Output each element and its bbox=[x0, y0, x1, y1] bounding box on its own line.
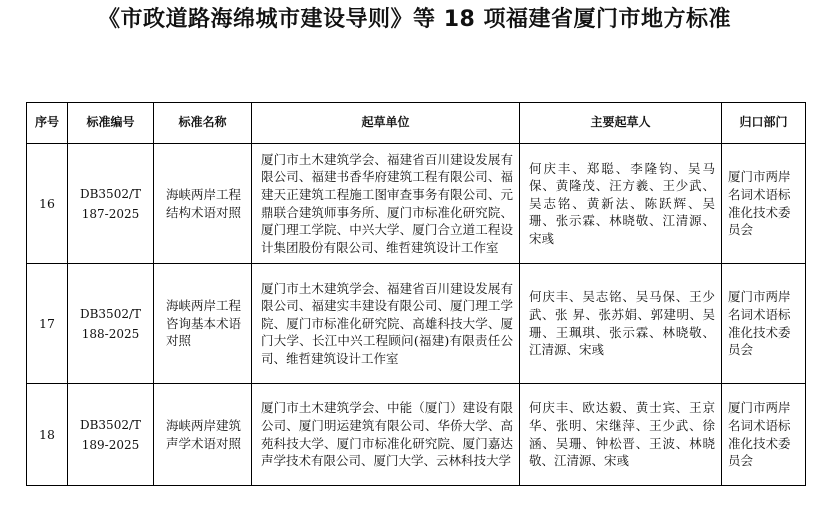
header-units: 起草单位 bbox=[252, 103, 520, 144]
row-no: 16 bbox=[27, 144, 68, 264]
table-row bbox=[27, 264, 806, 384]
row-name: 海峡两岸工程结构术语对照 bbox=[154, 144, 252, 264]
standards-table bbox=[26, 102, 806, 486]
row-drafters: 何庆丰、吴志铭、吴马保、王少武、张 昇、张苏娟、郭建明、吴珊、王珮琪、张示霖、林晓敬、江清源、宋彧 bbox=[520, 264, 722, 384]
row-no: 18 bbox=[27, 384, 68, 486]
row-dept: 厦门市两岸名词术语标准化技术委员会 bbox=[722, 144, 806, 264]
table-header-row bbox=[27, 103, 806, 144]
row-name: 海峡两岸工程咨询基本术语对照 bbox=[154, 264, 252, 384]
row-code: DB3502/T 188-2025 bbox=[68, 264, 154, 384]
header-code: 标准编号 bbox=[68, 103, 154, 144]
row-units: 厦门市土木建筑学会、中能（厦门）建设有限公司、厦门明运建筑有限公司、华侨大学、高苑科技大学、厦门市标准化研究院、厦门嘉达声学技术有限公司、厦门大学、云林科技大学 bbox=[252, 384, 520, 486]
header-drafters: 主要起草人 bbox=[520, 103, 722, 144]
row-drafters: 何庆丰、郑聪、李隆钧、吴马保、黄隆茂、汪方羲、王少武、吴志铭、黄新法、陈跃辉、吴珊、张示霖、林晓敬、江清源、宋彧 bbox=[520, 144, 722, 264]
row-drafters: 何庆丰、欧达毅、黄士宾、王京华、张明、宋继萍、王少武、徐涵、吴珊、钟松晋、王波、林晓敬、江清源、宋彧 bbox=[520, 384, 722, 486]
header-no: 序号 bbox=[27, 103, 68, 144]
table-row bbox=[27, 384, 806, 486]
header-dept: 归口部门 bbox=[722, 103, 806, 144]
row-dept: 厦门市两岸名词术语标准化技术委员会 bbox=[722, 384, 806, 486]
row-units: 厦门市土木建筑学会、福建省百川建设发展有限公司、福建实丰建设有限公司、厦门理工学院、厦门市标准化研究院、高雄科技大学、厦门大学、长江中兴工程顾问(福建)有限责任公司、维哲建筑设计工作室 bbox=[252, 264, 520, 384]
row-units: 厦门市土木建筑学会、福建省百川建设发展有限公司、福建书香华府建筑工程有限公司、福建天正建筑工程施工图审查事务有限公司、元鼎联合建筑师事务所、厦门市标准化研究院、厦门理工学院、中兴大学、厦门合立道工程设计集团股份有限公司、维哲建筑设计工作室 bbox=[252, 144, 520, 264]
page-title: 《市政道路海绵城市建设导则》等 18 项福建省厦门市地方标准 bbox=[98, 7, 731, 32]
header-name: 标准名称 bbox=[154, 103, 252, 144]
row-name: 海峡两岸建筑声学术语对照 bbox=[154, 384, 252, 486]
table-row bbox=[27, 144, 806, 264]
row-dept: 厦门市两岸名词术语标准化技术委员会 bbox=[722, 264, 806, 384]
row-code: DB3502/T 187-2025 bbox=[68, 144, 154, 264]
row-code: DB3502/T 189-2025 bbox=[68, 384, 154, 486]
row-no: 17 bbox=[27, 264, 68, 384]
